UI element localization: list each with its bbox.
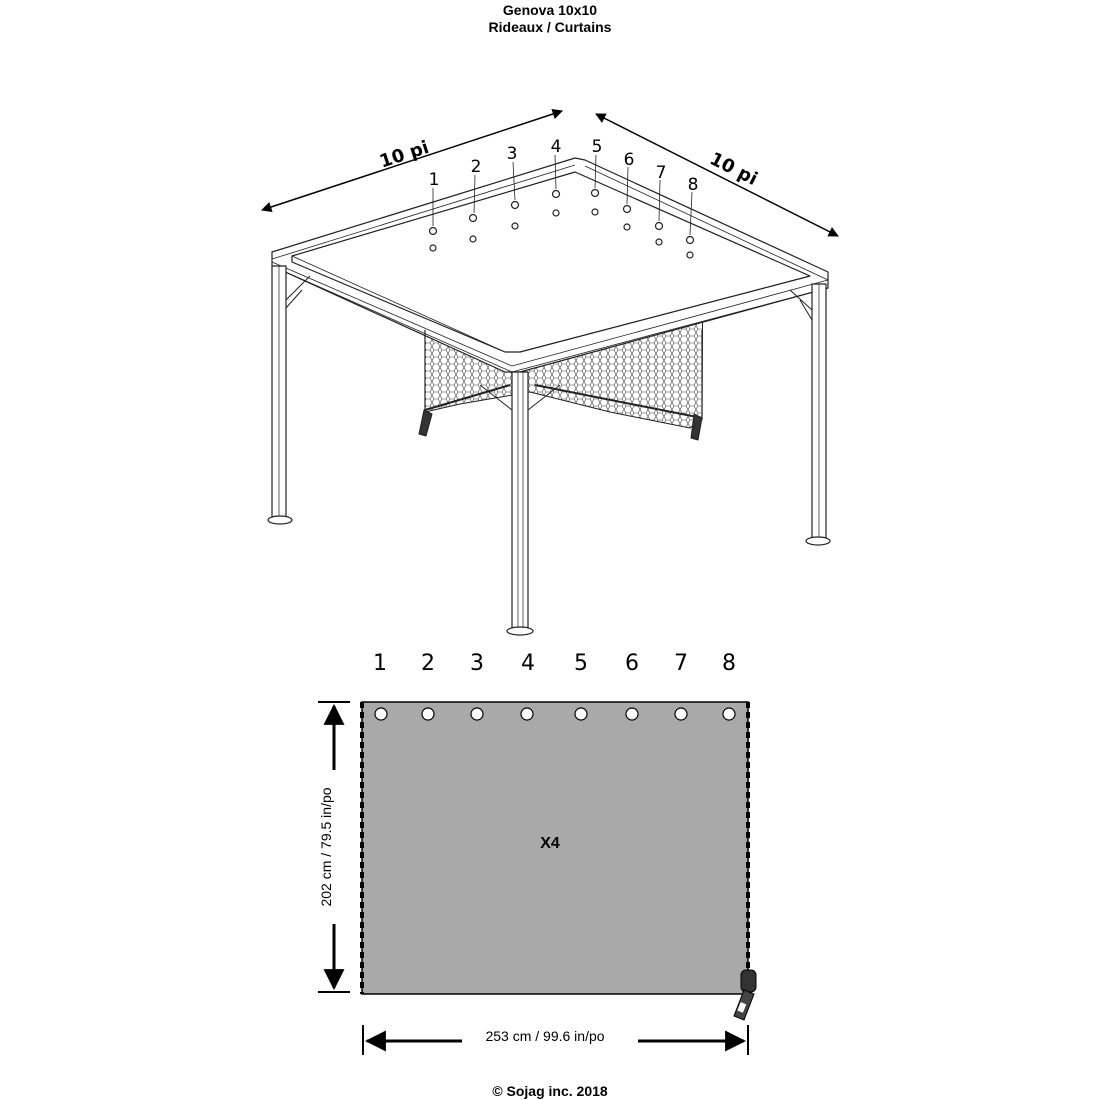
gazebo-grommet-5: 5 [591,137,603,157]
gazebo-grommet-3: 3 [506,144,518,164]
gazebo-illustration [268,155,830,635]
quantity-label: X4 [540,835,560,852]
gazebo-grommet-7: 7 [655,163,667,183]
gazebo-grommet-6: 6 [623,150,635,170]
curtain-grommet-7: 7 [674,651,688,676]
zipper-pull-left-icon [419,410,432,436]
gazebo-grommet-2: 2 [470,157,482,177]
height-label: 202 cm / 79.5 in/po [318,787,334,907]
curtain-grommet-6: 6 [625,651,639,676]
dimension-label-left: 10 pi [377,136,432,173]
curtain-grommet-3: 3 [470,651,484,676]
width-label: 253 cm / 99.6 in/po [485,1028,605,1044]
dimension-label-right: 10 pi [706,148,761,190]
curtain-grommet-1: 1 [373,651,387,676]
curtain-grommet-5: 5 [574,651,588,676]
gazebo-grommet-4: 4 [550,137,562,157]
curtain-grommet-2: 2 [421,651,435,676]
curtain-grommet-8: 8 [722,651,736,676]
curtain-panel [362,702,756,1020]
curtain-grommet-numbers [373,651,736,676]
gazebo-roof-frame [272,158,828,372]
gazebo-grommet-1: 1 [428,170,440,190]
gazebo-grommet-8: 8 [687,175,699,195]
curtain-grommet-4: 4 [521,651,535,676]
title-line-2: Rideaux / Curtains [488,19,612,35]
copyright: © Sojag inc. 2018 [492,1083,608,1099]
title-line-1: Genova 10x10 [502,2,598,18]
